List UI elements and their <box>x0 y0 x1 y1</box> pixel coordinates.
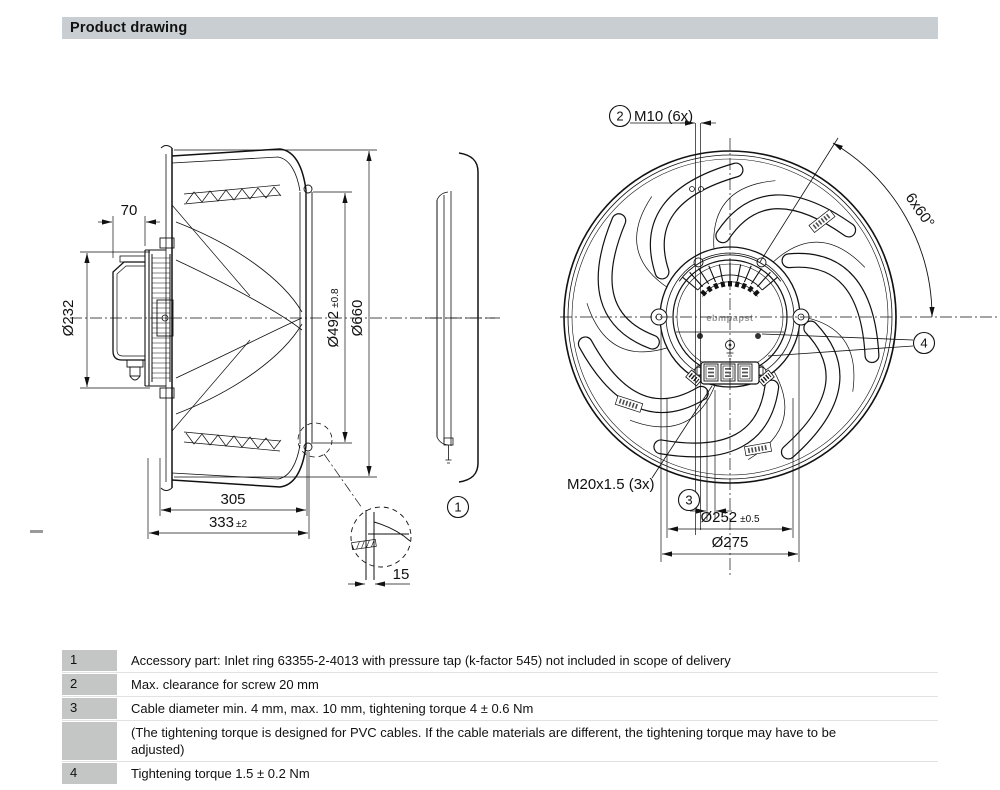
callout-4: 4 <box>920 335 928 351</box>
note-row <box>62 696 938 720</box>
note-number: 4 <box>62 763 117 784</box>
dim-d275: Ø275 <box>711 534 749 551</box>
note-text: (The tightening torque is designed for PVC cables. If the cable materials are different, the tightening torque may have to be adjusted) <box>131 725 837 757</box>
dim-70: 70 <box>120 202 138 219</box>
vent-hole <box>690 187 695 192</box>
note-row <box>62 761 938 785</box>
dim-d492: Ø492±0.8 <box>325 288 342 348</box>
note-number <box>62 722 117 760</box>
dim-d660: Ø660 <box>349 299 366 337</box>
dim-d232: Ø232 <box>60 299 77 337</box>
callout-3: 3 <box>685 492 693 508</box>
note-text: Accessory part: Inlet ring 63355-2-4013 with pressure tap (k-factor 545) not included in scope of delivery <box>131 653 731 668</box>
label-m10: M10 (6x) <box>634 108 694 125</box>
callout-1: 1 <box>454 499 462 515</box>
label-m20: M20x1.5 (3x) <box>567 476 655 493</box>
brand-logo: ebmpapst <box>706 313 754 323</box>
side-view <box>60 146 500 585</box>
dim-15: 15 <box>392 566 410 583</box>
note-number: 3 <box>62 698 117 719</box>
dim-d252: Ø252 ±0.5 <box>700 509 760 526</box>
note-text: Tightening torque 1.5 ± 0.2 Nm <box>131 766 310 781</box>
note-row <box>62 672 938 696</box>
front-view <box>560 106 998 579</box>
callout-2: 2 <box>616 108 624 124</box>
label-6x60: 6x60° <box>901 189 938 232</box>
margin-dash <box>30 530 43 533</box>
note-row <box>62 649 938 672</box>
dim-333: 333 ±2 <box>208 514 248 531</box>
notes-table <box>62 649 938 785</box>
side-view-dimensions <box>60 150 411 584</box>
note-number: 2 <box>62 674 117 695</box>
dim-305: 305 <box>220 491 246 508</box>
vent-hole <box>699 187 704 192</box>
note-text: Cable diameter min. 4 mm, max. 10 mm, tightening torque 4 ± 0.6 Nm <box>131 701 534 716</box>
page-title: Product drawing <box>70 20 188 36</box>
note-row <box>62 720 938 761</box>
note-text: Max. clearance for screw 20 mm <box>131 677 319 692</box>
note-number: 1 <box>62 650 117 671</box>
label-sticker <box>744 442 771 455</box>
inlet-ring-part <box>425 153 495 482</box>
